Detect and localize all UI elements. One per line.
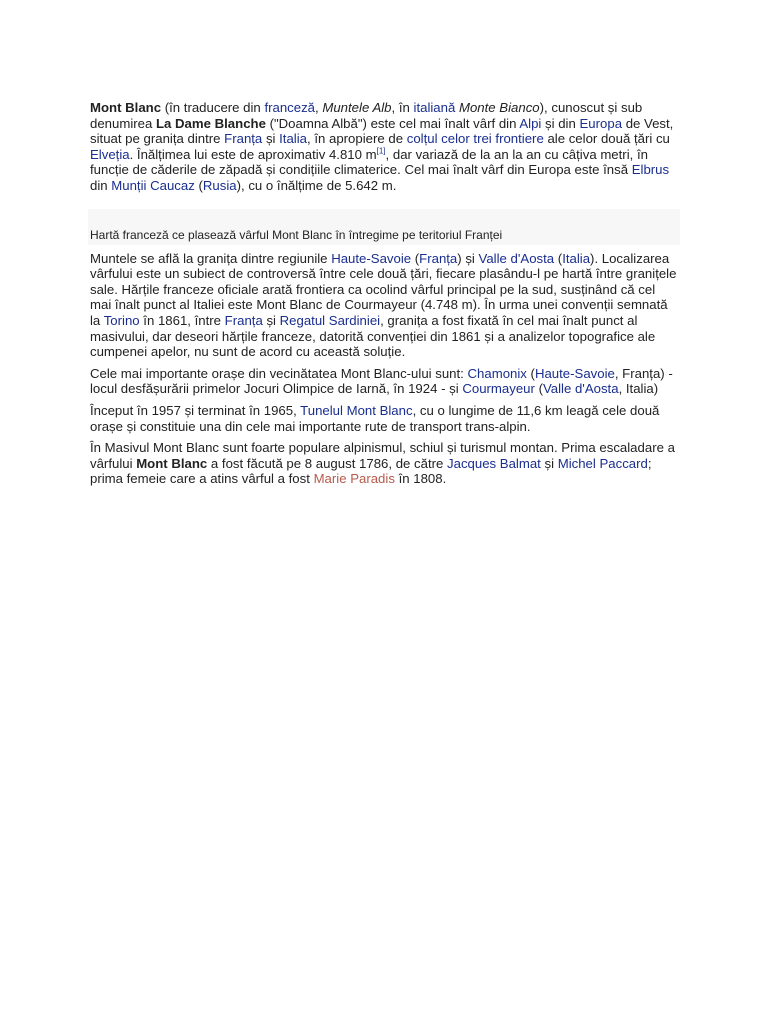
text: ), cu o înălțime de 5.642 m. [236, 177, 397, 193]
link-valle-daosta[interactable]: Valle d'Aosta [542, 381, 619, 397]
text: , Italia) [618, 381, 659, 397]
italic-monte-bianco: Monte Bianco [458, 100, 540, 115]
link-coltul-celor-trei-frontiere[interactable]: colțul celor trei frontiere [406, 131, 544, 147]
text: ( [194, 177, 203, 193]
text: Cele mai importante orașe din vecinătatea Mont Blanc-ului sunt: [90, 365, 468, 381]
climbing-paragraph [90, 440, 680, 487]
text: ; prima femeie care a atins vârful a fost [90, 455, 652, 487]
link-michel-paccard[interactable]: Michel Paccard [557, 455, 648, 471]
link-rusia[interactable]: Rusia [202, 177, 237, 193]
towns-paragraph [90, 366, 680, 397]
text: și din [541, 115, 580, 131]
text: În Masivul Mont Blanc sunt foarte populare alpinismul, schiul și turismul montan. Prima escaladare a vârfului [90, 440, 675, 471]
text: Muntele se află la granița dintre regiunile [90, 250, 332, 266]
link-alpi[interactable]: Alpi [519, 115, 542, 131]
text: , cu o lungime de 11,6 km leagă cele două orașe și constituie una din cele mai importante rute de transport trans-alpin. [90, 402, 660, 434]
text: ("Doamna Albă") este cel mai înalt vârf din [265, 115, 520, 131]
link-italia[interactable]: Italia [279, 131, 307, 147]
text: , granița a fost fixată în cel mai înalt punct al masivului, dar deseori hărțile franceze, datorită convenției din 1861 și a analizelor topografice ale cumpenei apelor, nu sunt de acord cu această soluție. [90, 312, 656, 360]
link-chamonix[interactable]: Chamonix [467, 365, 527, 381]
text: . Înălțimea lui este de aproximativ 4.810 m [129, 146, 377, 162]
link-europa[interactable]: Europa [579, 115, 623, 131]
text: în 1861, între [139, 312, 225, 328]
link-tunelul-mont-blanc[interactable]: Tunelul Mont Blanc [300, 402, 413, 418]
map-caption: Hartă franceză ce plasează vârful Mont Blanc în întregime pe teritoriul Franței [90, 227, 503, 242]
link-regatul-sardiniei[interactable]: Regatul Sardiniei [279, 312, 381, 328]
link-torino[interactable]: Torino [103, 312, 140, 328]
link-italiana[interactable]: italiană [413, 100, 456, 115]
text: , [315, 100, 323, 115]
text: , Franța) - locul desfășurării primelor Jocuri Olimpice de Iarnă, în 1924 - și [90, 365, 673, 397]
reference-link[interactable]: [1] [376, 146, 386, 156]
text: , dar variază de la an la an cu câțiva metri, în funcție de căderile de zăpadă și condițiile climaterice. Cel mai înalt vârf din Europa este însă [90, 146, 648, 178]
tunnel-paragraph [90, 403, 680, 434]
link-italia[interactable]: Italia [562, 250, 591, 266]
map-caption-box [88, 209, 680, 245]
link-jacques-balmat[interactable]: Jacques Balmat [447, 455, 541, 471]
text: ) și [457, 250, 479, 266]
text: în 1808. [394, 471, 447, 487]
article-body [90, 100, 680, 487]
text: de Vest, situat pe granița dintre [90, 115, 674, 147]
link-franta[interactable]: Franța [419, 250, 458, 266]
link-franta[interactable]: Franța [224, 131, 263, 147]
link-elvetia[interactable]: Elveția [90, 146, 130, 162]
text: , în [391, 100, 414, 115]
link-courmayeur[interactable]: Courmayeur [462, 381, 535, 397]
text: și [262, 312, 280, 328]
text: și [262, 131, 280, 147]
link-franta-2[interactable]: Franța [224, 312, 263, 328]
bold-la-dame-blanche: La Dame Blanche [155, 115, 266, 131]
text: ( [534, 381, 543, 397]
link-haute-savoie[interactable]: Haute-Savoie [534, 365, 615, 381]
link-valle-daosta[interactable]: Valle d'Aosta [478, 250, 555, 266]
italic-muntele-alb: Muntele Alb [322, 100, 392, 115]
text: , în apropiere de [307, 131, 407, 147]
intro-paragraph [90, 100, 680, 194]
text: ). Localizarea vârfului este un subiect de controversă între cele două țări, fiecare plasându-l pe hartă între granițele sale. Hărțile franceze oficiale arată frontiera ca ocolind vârful principal pe la sud, susținând că cel mai înalt punct al Italiei este Mont Blanc de Courmayeur (4.748 m). În urma unei convenții semnată la [90, 250, 677, 328]
bold-mont-blanc: Mont Blanc [136, 455, 208, 471]
link-elbrus[interactable]: Elbrus [631, 162, 670, 178]
link-haute-savoie[interactable]: Haute-Savoie [331, 250, 412, 266]
text: din [90, 177, 112, 193]
text: și [540, 455, 558, 471]
text: ale celor două țări cu [543, 131, 670, 147]
article-title-bold: Mont Blanc [90, 100, 162, 115]
text: ( [526, 365, 535, 381]
link-muntii-caucaz[interactable]: Munții Caucaz [111, 177, 195, 193]
border-paragraph [90, 251, 680, 360]
text: ), cunoscut și sub denumirea [90, 100, 643, 131]
link-marie-paradis[interactable]: Marie Paradis [313, 471, 395, 487]
text: a fost făcută pe 8 august 1786, de către [207, 455, 448, 471]
text: Început în 1957 și terminat în 1965, [90, 402, 301, 418]
text: ( [411, 250, 420, 266]
text: (în traducere din [161, 100, 265, 115]
text: ( [554, 250, 563, 266]
link-franceza[interactable]: franceză [264, 100, 316, 115]
